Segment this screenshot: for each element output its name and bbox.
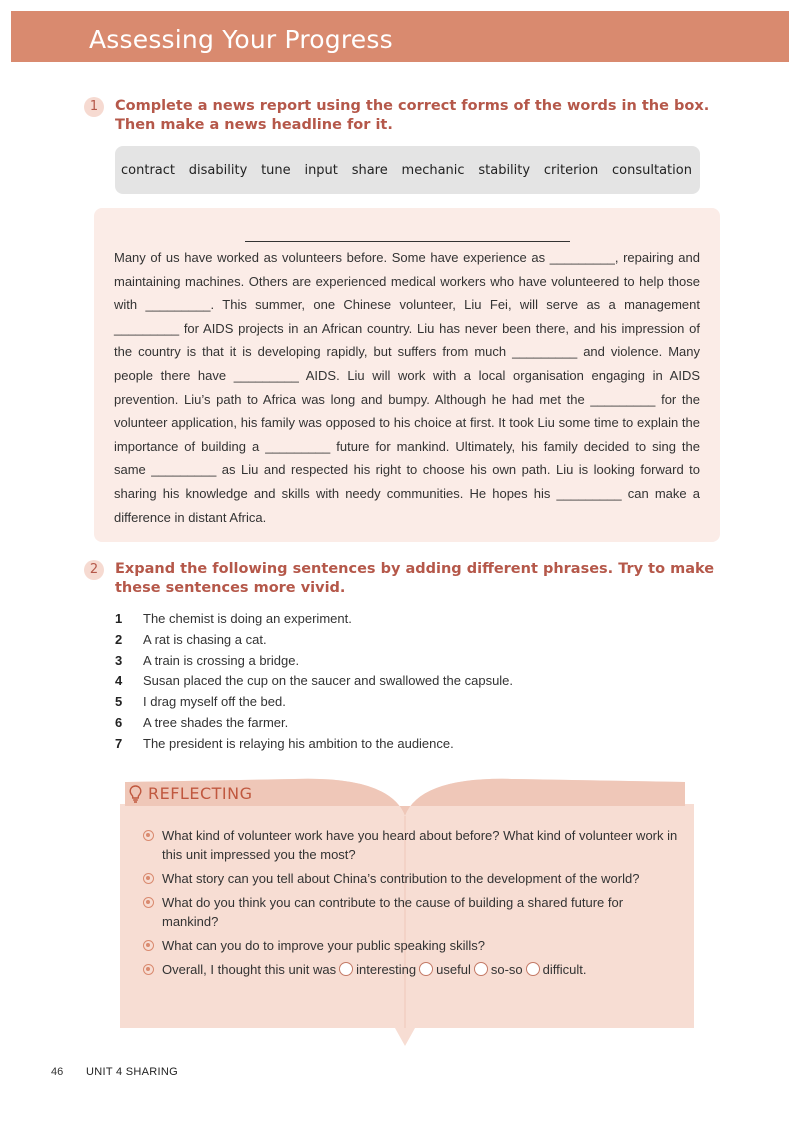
item-number: 7 xyxy=(115,735,123,751)
item-number: 6 xyxy=(115,714,123,730)
news-report-text: Many of us have worked as volunteers before. Some have experience as _________, repairing and maintaining machines. Others are experienced medical workers who have volunteered to help those with _________. This summer, one Chinese volunteer, Liu Fei, will serve as a management _________ for AIDS projects in an African country. Liu has never been there, and his impression of the country is that it is developing rapidly, but suffers from much _________ and violence. Many people there have _________ AIDS. Liu will work with a local organisation engaging in AIDS prevention. Liu’s path to Africa was long and bumpy. Although he had met the _________ for the volunteer application, his family was opposed to his choice at first. It took Liu some time to explain the importance of building a _________ future for mankind. Ultimately, his family decided to sing the same _________ as Liu and respected his right to choose his own path. Liu is looking forward to sharing his knowledge and skills with needy communities. He hopes his _________ can make a difference in distant Africa. xyxy=(114,250,700,525)
sentence-text: A train is crossing a bridge. xyxy=(143,652,300,668)
list-item xyxy=(115,671,513,692)
overall-prefix: Overall, I thought this unit was xyxy=(162,962,337,977)
radio-useful[interactable] xyxy=(419,962,433,976)
radio-difficult[interactable] xyxy=(526,962,540,976)
word-item: stability xyxy=(478,162,531,178)
word-item: contract xyxy=(121,162,175,178)
list-item xyxy=(115,630,513,651)
page-number: 46 xyxy=(51,1066,64,1078)
list-item xyxy=(115,651,513,672)
page-title: Assessing Your Progress xyxy=(89,25,393,54)
list-item xyxy=(143,869,683,888)
item-number: 5 xyxy=(115,694,123,710)
word-box xyxy=(115,146,700,194)
list-item xyxy=(143,960,683,979)
option-label: interesting xyxy=(356,962,417,977)
bullet-icon xyxy=(143,940,154,951)
headline-blank[interactable] xyxy=(245,241,570,242)
word-item: consultation xyxy=(612,162,692,178)
item-number: 4 xyxy=(115,673,123,689)
title-banner xyxy=(11,11,789,62)
question-text: What kind of volunteer work have you heard about before? What kind of volunteer work in this unit impressed you the most? xyxy=(162,828,678,862)
word-item: share xyxy=(351,162,388,178)
list-item xyxy=(115,713,513,734)
sentence-list xyxy=(115,609,513,755)
unit-label: UNIT 4 SHARING xyxy=(86,1066,179,1078)
question-text: What can you do to improve your public speaking skills? xyxy=(162,938,485,953)
word-item: disability xyxy=(188,162,248,178)
bullet-icon xyxy=(143,897,154,908)
list-item xyxy=(143,936,683,955)
bullet-icon xyxy=(143,964,154,975)
list-item xyxy=(143,826,683,864)
option-label: difficult. xyxy=(542,962,587,977)
sentence-text: A tree shades the farmer. xyxy=(143,714,289,730)
option-label: so-so xyxy=(490,962,523,977)
sentence-text: A rat is chasing a cat. xyxy=(143,631,267,647)
option-label: useful xyxy=(436,962,471,977)
task-1-instruction: Complete a news report using the correct forms of the words in the box. Then make a news headline for it. xyxy=(115,98,710,133)
word-item: mechanic xyxy=(401,162,465,178)
news-report-box xyxy=(94,208,720,542)
task-2-number: 2 xyxy=(84,560,104,580)
word-item: criterion xyxy=(543,162,599,178)
task-1-number: 1 xyxy=(84,97,104,117)
word-item: input xyxy=(304,162,338,178)
radio-interesting[interactable] xyxy=(339,962,353,976)
sentence-text: The chemist is doing an experiment. xyxy=(143,611,352,626)
item-number: 3 xyxy=(115,652,123,668)
sentence-text: Susan placed the cup on the saucer and swallowed the capsule. xyxy=(143,673,514,689)
task-2-instruction: Expand the following sentences by adding different phrases. Try to make these sentences more vivid. xyxy=(115,561,715,596)
lightbulb-icon xyxy=(129,785,142,803)
reflecting-list xyxy=(143,826,683,984)
bullet-icon xyxy=(143,830,154,841)
question-text: What do you think you can contribute to the cause of building a shared future for mankind? xyxy=(162,895,624,929)
list-item xyxy=(115,734,513,755)
sentence-text: I drag myself off the bed. xyxy=(143,694,286,710)
reflecting-heading xyxy=(129,784,252,803)
radio-so-so[interactable] xyxy=(474,962,488,976)
question-text: What story can you tell about China’s contribution to the development of the world? xyxy=(162,871,640,886)
list-item xyxy=(143,893,683,931)
sentence-text: The president is relaying his ambition to the audience. xyxy=(143,735,454,751)
list-item xyxy=(115,609,513,630)
reflecting-title: REFLECTING xyxy=(148,784,253,803)
word-item: tune xyxy=(261,162,291,178)
item-number: 1 xyxy=(115,611,123,626)
list-item xyxy=(115,692,513,713)
item-number: 2 xyxy=(115,631,123,647)
bullet-icon xyxy=(143,873,154,884)
